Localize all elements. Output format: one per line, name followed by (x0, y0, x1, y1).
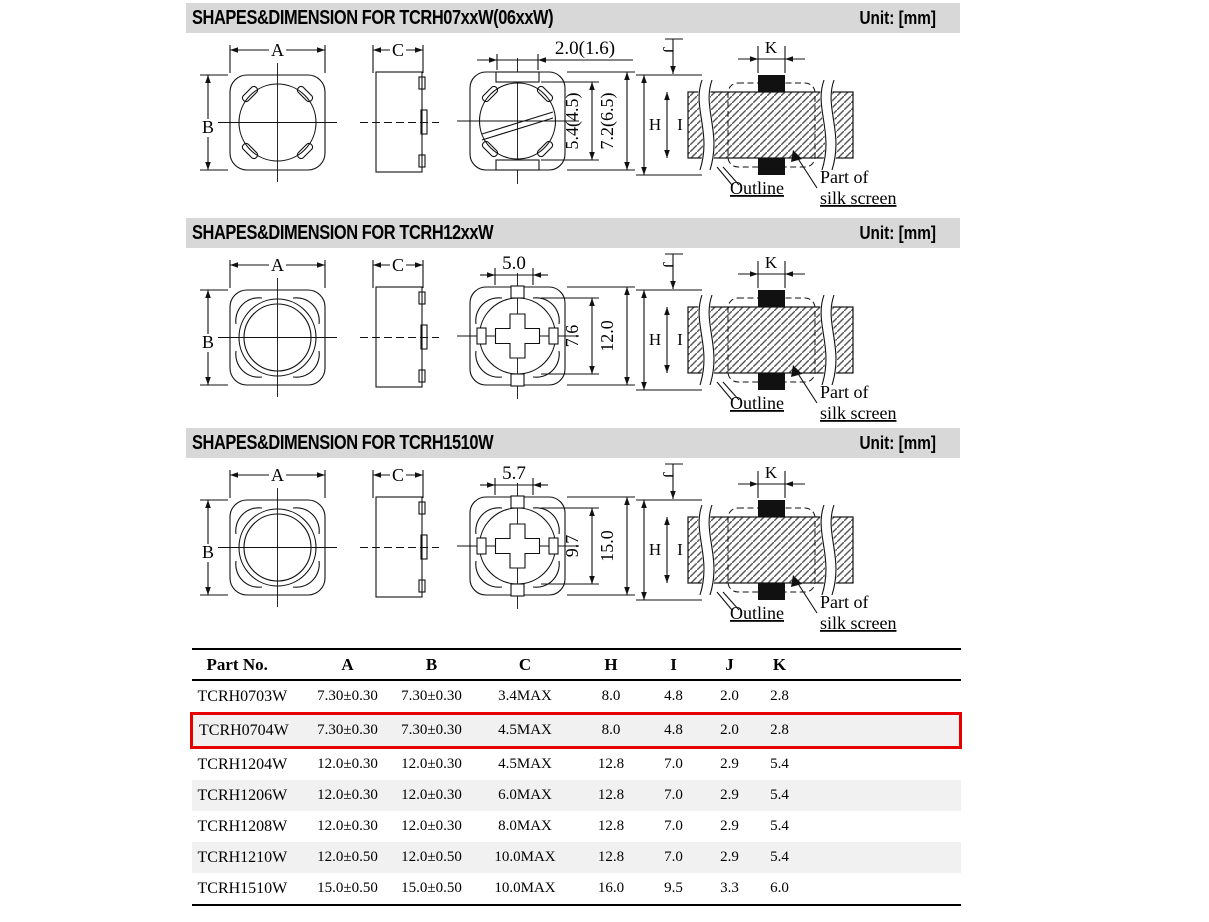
dim-value-cell: 5.4 (756, 780, 804, 811)
part-no-cell: TCRH1510W (192, 873, 304, 905)
col-header-j: J (704, 649, 756, 680)
dim-label-I: I (677, 115, 683, 134)
dim-label-A: A (271, 255, 284, 275)
dim-label-K: K (764, 38, 778, 57)
dimension-table (190, 648, 962, 906)
silk-screen-label-line1: Part of (820, 592, 869, 612)
dim-label-I: I (677, 330, 683, 349)
section-title: SHAPES&DIMENSION FOR TCRH12xxW (192, 221, 494, 244)
outline-label: Outline (730, 393, 784, 413)
dim-value-cell: 8.0MAX (498, 818, 552, 834)
dim-value-cell: 8.0 (601, 688, 621, 704)
section-header-tcrh07 (186, 3, 960, 33)
dim-label-C: C (391, 465, 405, 485)
dim-value-cell: 12.0±0.50 (392, 842, 472, 873)
dim-value-cell: 15.0±0.50 (392, 873, 472, 905)
drawing-1 (186, 248, 960, 430)
dim-label-K: K (764, 463, 778, 482)
silk-screen-label-line2: silk screen (820, 188, 897, 208)
table-row-tcrh0704w (192, 714, 961, 748)
col-header-filler (804, 649, 961, 680)
dim-label-H: H (648, 330, 662, 349)
silk-screen-label-line1: Part of (820, 382, 869, 402)
dim-value-cell: 12.0±0.30 (392, 780, 472, 811)
dim-label-outer: 15.0 (597, 530, 617, 562)
col-header-h: H (579, 649, 644, 680)
dim-value-cell: 5.4 (770, 818, 789, 834)
col-header-a: A (304, 649, 392, 680)
dim-value-cell: 7.30±0.30 (317, 688, 378, 704)
table-row-tcrh1208w (192, 811, 961, 842)
outline-label: Outline (730, 178, 784, 198)
dim-label-K: K (764, 253, 778, 272)
dim-value-cell: 2.8 (770, 688, 789, 704)
filler-cell (804, 873, 961, 905)
table-header-row (192, 649, 961, 680)
col-header-b: B (392, 649, 472, 680)
section-header-tcrh12 (186, 218, 960, 248)
filler-cell (804, 811, 961, 842)
dim-value-cell: 7.30±0.30 (392, 714, 472, 748)
part-no-cell: TCRH1204W (197, 755, 288, 773)
dim-value-cell: 7.30±0.30 (401, 688, 462, 704)
col-header-c: C (472, 649, 579, 680)
unit-label: Unit: [mm] (859, 222, 936, 243)
dim-value-cell: 12.0±0.50 (304, 842, 392, 873)
dim-value-cell: 5.4 (756, 842, 804, 873)
dim-value-cell: 4.5MAX (472, 714, 579, 748)
dim-label-C: C (391, 255, 405, 275)
dim-value-cell: 2.9 (704, 780, 756, 811)
part-no-cell: TCRH0704W (192, 714, 304, 748)
technical-drawing (186, 458, 960, 640)
dim-value-cell: 15.0±0.50 (304, 873, 392, 905)
dim-value-cell: 3.4MAX (498, 688, 552, 704)
dim-value-cell: 12.0±0.30 (401, 818, 462, 834)
dim-value-cell: 7.0 (664, 756, 683, 772)
outline-label: Outline (730, 603, 784, 623)
dim-value-cell: 6.0MAX (472, 780, 579, 811)
dim-value-cell: 12.8 (597, 756, 625, 772)
filler-cell (804, 842, 961, 873)
dim-label-top: 5.0 (502, 253, 526, 274)
dim-value-cell: 12.8 (579, 842, 644, 873)
table-row-tcrh1204w (192, 748, 961, 781)
dim-label-H: H (648, 540, 662, 559)
unit-label: Unit: [mm] (859, 7, 936, 28)
table-row-tcrh0703w (192, 680, 961, 714)
dim-value-cell: 4.8 (664, 688, 683, 704)
dim-value-cell: 7.0 (644, 842, 704, 873)
filler-cell (804, 748, 961, 781)
section-title: SHAPES&DIMENSION FOR TCRH1510W (192, 431, 494, 454)
dim-value-cell: 4.5MAX (498, 756, 552, 772)
dim-value-cell: 4.8 (644, 714, 704, 748)
filler-cell (804, 714, 961, 748)
dim-label-J: J (659, 471, 676, 479)
dim-label-B: B (201, 117, 215, 137)
silk-screen-label-line2: silk screen (820, 403, 897, 423)
dim-label-inner: 7.6 (562, 324, 582, 348)
filler-cell (804, 780, 961, 811)
table-body (192, 680, 961, 905)
dim-value-cell: 2.9 (704, 842, 756, 873)
dim-label-B: B (201, 332, 215, 352)
dim-label-C: C (391, 40, 405, 60)
dim-value-cell: 9.5 (644, 873, 704, 905)
dim-value-cell: 10.0MAX (472, 873, 579, 905)
dim-value-cell: 6.0 (756, 873, 804, 905)
part-no-cell: TCRH1210W (192, 842, 304, 873)
col-header-k: K (756, 649, 804, 680)
dim-label-A: A (271, 40, 284, 60)
part-no-cell: TCRH1208W (197, 817, 288, 835)
dim-value-cell: 2.0 (704, 714, 756, 748)
table-row-tcrh1210w (192, 842, 961, 873)
table-row-tcrh1510w (192, 873, 961, 905)
filler-cell (804, 680, 961, 714)
technical-drawing (186, 33, 960, 215)
dim-value-cell: 12.0±0.30 (304, 780, 392, 811)
dim-value-cell: 2.0 (720, 688, 739, 704)
dim-value-cell: 7.0 (644, 780, 704, 811)
dim-label-inner: 5.4(4.5) (562, 92, 582, 150)
table-header (192, 649, 961, 680)
dim-value-cell: 7.30±0.30 (304, 714, 392, 748)
dim-label-B: B (201, 542, 215, 562)
dim-label-top: 5.7 (502, 463, 526, 484)
dim-value-cell: 12.8 (579, 780, 644, 811)
dim-label-J: J (659, 46, 676, 54)
part-no-cell: TCRH0703W (197, 687, 288, 705)
dim-value-cell: 16.0 (579, 873, 644, 905)
col-header-part-no: Part No. (192, 649, 304, 680)
dim-value-cell: 2.8 (756, 714, 804, 748)
section-title: SHAPES&DIMENSION FOR TCRH07xxW(06xxW) (192, 6, 554, 29)
dim-value-cell: 8.0 (579, 714, 644, 748)
dim-label-I: I (677, 540, 683, 559)
dim-label-H: H (648, 115, 662, 134)
unit-label: Unit: [mm] (859, 432, 936, 453)
dim-value-cell: 12.0±0.30 (317, 756, 378, 772)
col-header-i: I (644, 649, 704, 680)
dim-label-inner: 9.7 (562, 534, 582, 558)
dim-label-A: A (271, 465, 284, 485)
dim-label-outer: 7.2(6.5) (597, 92, 617, 150)
dim-value-cell: 2.9 (720, 818, 739, 834)
dimension-table-wrap (190, 648, 962, 906)
part-no-cell: TCRH1206W (192, 780, 304, 811)
table-row-tcrh1206w (192, 780, 961, 811)
dim-label-J: J (659, 261, 676, 269)
silk-screen-label-line1: Part of (820, 167, 869, 187)
dim-label-outer: 12.0 (597, 320, 617, 352)
drawing-2 (186, 458, 960, 640)
dim-value-cell: 12.0±0.30 (317, 818, 378, 834)
dim-value-cell: 12.8 (597, 818, 625, 834)
section-header-tcrh1510 (186, 428, 960, 458)
dim-value-cell: 12.0±0.30 (401, 756, 462, 772)
dim-value-cell: 2.9 (720, 756, 739, 772)
dim-value-cell: 10.0MAX (472, 842, 579, 873)
dim-label-top: 2.0(1.6) (554, 38, 616, 59)
dim-value-cell: 3.3 (704, 873, 756, 905)
drawing-0 (186, 33, 960, 215)
technical-drawing (186, 248, 960, 430)
dim-value-cell: 7.0 (664, 818, 683, 834)
silk-screen-label-line2: silk screen (820, 613, 897, 633)
dim-value-cell: 5.4 (770, 756, 789, 772)
